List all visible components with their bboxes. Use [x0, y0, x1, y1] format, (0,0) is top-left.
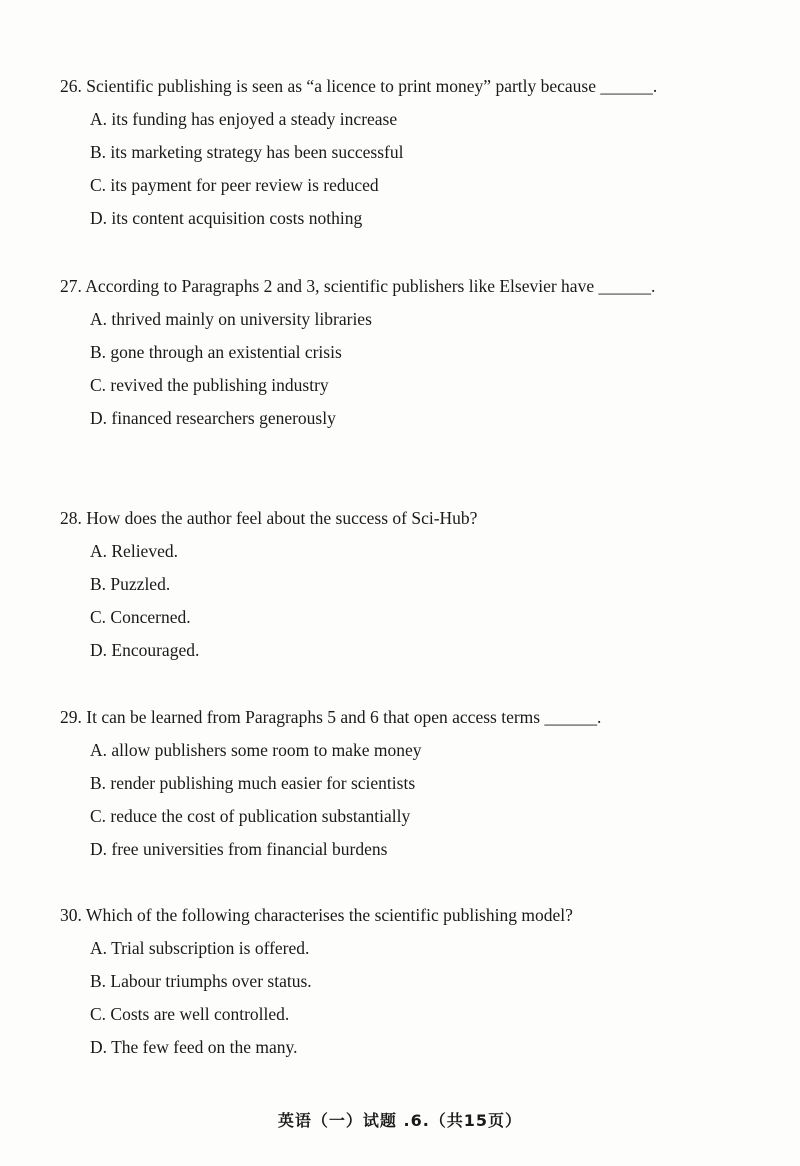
- option-d: D. free universities from financial burdens: [90, 839, 388, 859]
- option-b: B. render publishing much easier for scientists: [90, 773, 416, 793]
- option-c: C. Concerned.: [90, 607, 191, 627]
- option-c: C. revived the publishing industry: [90, 375, 329, 395]
- question-stem: 29. It can be learned from Paragraphs 5 and 6 that open access terms ______.: [60, 707, 602, 727]
- option-a: A. allow publishers some room to make money: [90, 740, 422, 760]
- option-d: D. Encouraged.: [90, 640, 200, 660]
- question-27: [60, 270, 710, 435]
- option-d: D. financed researchers generously: [90, 408, 336, 428]
- question-30: [60, 899, 710, 1064]
- option-b: B. its marketing strategy has been successful: [90, 142, 404, 162]
- option-c: C. reduce the cost of publication substantially: [90, 806, 411, 826]
- question-28: [60, 502, 710, 667]
- question-stem: 28. How does the author feel about the success of Sci-Hub?: [60, 508, 478, 528]
- option-a: A. its funding has enjoyed a steady increase: [90, 109, 398, 129]
- option-a: A. Trial subscription is offered.: [90, 938, 310, 958]
- question-26: [60, 70, 710, 235]
- option-b: B. Labour triumphs over status.: [90, 971, 312, 991]
- option-c: C. its payment for peer review is reduced: [90, 175, 379, 195]
- option-a: A. Relieved.: [90, 541, 178, 561]
- question-stem: 27. According to Paragraphs 2 and 3, scientific publishers like Elsevier have ______.: [60, 276, 656, 296]
- option-a: A. thrived mainly on university libraries: [90, 309, 372, 329]
- question-stem: 30. Which of the following characterises the scientific publishing model?: [60, 905, 573, 925]
- option-b: B. gone through an existential crisis: [90, 342, 342, 362]
- question-29: [60, 701, 710, 866]
- option-b: B. Puzzled.: [90, 574, 171, 594]
- question-stem: 26. Scientific publishing is seen as “a licence to print money” partly because ______.: [60, 76, 658, 96]
- option-d: D. The few feed on the many.: [90, 1037, 298, 1057]
- option-c: C. Costs are well controlled.: [90, 1004, 290, 1024]
- option-d: D. its content acquisition costs nothing: [90, 208, 363, 228]
- page-footer: 英语（一）试题 .6.（共15页）: [277, 1111, 523, 1130]
